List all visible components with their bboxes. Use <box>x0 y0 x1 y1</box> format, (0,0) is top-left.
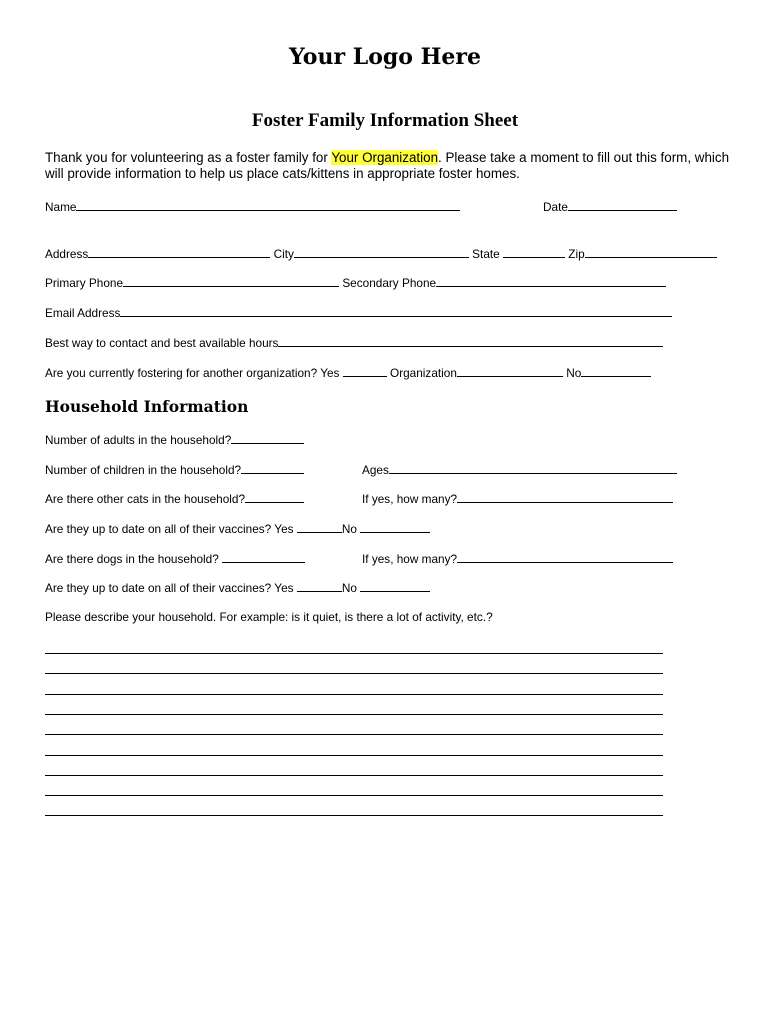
organization-highlight: Your Organization <box>331 150 439 165</box>
secondary-phone-label: Secondary Phone <box>342 276 437 290</box>
dogs-blank[interactable] <box>222 551 305 563</box>
dog-vaccines-row <box>45 580 430 595</box>
name-field <box>45 199 460 214</box>
description-line[interactable] <box>45 714 663 715</box>
cat-vaccines-row <box>45 521 430 536</box>
organization-blank[interactable] <box>457 365 563 377</box>
cat-vaccines-question: Are they up to date on all of their vaccines? Yes <box>45 522 294 536</box>
date-blank[interactable] <box>568 199 677 211</box>
children-row <box>45 462 304 477</box>
primary-phone-blank[interactable] <box>123 275 339 287</box>
description-line[interactable] <box>45 815 663 816</box>
state-blank[interactable] <box>503 246 565 258</box>
cats-how-many-label: If yes, how many? <box>362 492 458 506</box>
fostering-row <box>45 365 651 380</box>
description-line[interactable] <box>45 653 663 654</box>
zip-blank[interactable] <box>585 246 717 258</box>
primary-phone-label: Primary Phone <box>45 276 124 290</box>
address-blank[interactable] <box>88 246 270 258</box>
ages-label: Ages <box>362 463 389 477</box>
intro-text: Thank you for volunteering as a foster family for <box>45 150 332 165</box>
logo-placeholder: Your Logo Here <box>289 44 481 70</box>
date-field <box>543 199 677 214</box>
children-blank[interactable] <box>241 462 304 474</box>
other-cats-label: Are there other cats in the household? <box>45 492 246 506</box>
date-label: Date <box>543 200 568 214</box>
other-cats-blank[interactable] <box>245 491 304 503</box>
email-label: Email Address <box>45 306 121 320</box>
cats-how-many-field <box>362 491 673 506</box>
household-heading: Household Information <box>45 397 249 416</box>
cat-vaccines-no-blank[interactable] <box>360 521 430 533</box>
secondary-phone-blank[interactable] <box>436 275 666 287</box>
name-label: Name <box>45 200 77 214</box>
describe-prompt: Please describe your household. For example: is it quiet, is there a lot of activity, etc.? <box>45 610 493 624</box>
zip-label: Zip <box>568 247 585 261</box>
dog-vaccines-yes-blank[interactable] <box>297 580 342 592</box>
phone-row <box>45 275 666 290</box>
children-label: Number of children in the household? <box>45 463 242 477</box>
dogs-how-many-label: If yes, how many? <box>362 552 458 566</box>
adults-row <box>45 432 304 447</box>
dog-vaccines-no-label: No <box>341 581 357 595</box>
description-line[interactable] <box>45 734 663 735</box>
other-cats-row <box>45 491 304 506</box>
page-title: Foster Family Information Sheet <box>251 110 519 131</box>
description-line[interactable] <box>45 795 663 796</box>
dogs-how-many-blank[interactable] <box>457 551 673 563</box>
description-line[interactable] <box>45 775 663 776</box>
address-row <box>45 246 717 261</box>
fostering-yes-blank[interactable] <box>343 365 387 377</box>
city-label: City <box>273 247 294 261</box>
fostering-no-blank[interactable] <box>581 365 651 377</box>
fostering-question: Are you currently fostering for another organization? Yes <box>45 366 340 380</box>
dogs-label: Are there dogs in the household? <box>45 552 219 566</box>
ages-field <box>362 462 677 477</box>
state-label: State <box>472 247 500 261</box>
ages-blank[interactable] <box>389 462 677 474</box>
dogs-how-many-field <box>362 551 673 566</box>
fostering-no-label: No <box>566 366 582 380</box>
adults-blank[interactable] <box>231 432 304 444</box>
description-line[interactable] <box>45 673 663 674</box>
cat-vaccines-yes-blank[interactable] <box>297 521 342 533</box>
intro-text-continued: . Please take a moment to fill out this form, which will provide information to help us place cats/kittens in appropriate foster homes. <box>45 150 730 181</box>
cat-vaccines-no-label: No <box>341 522 357 536</box>
organization-label: Organization <box>390 366 457 380</box>
cats-how-many-blank[interactable] <box>457 491 673 503</box>
best-contact-label: Best way to contact and best available hours <box>45 336 279 350</box>
adults-label: Number of adults in the household? <box>45 433 232 447</box>
email-row <box>45 305 672 320</box>
intro-paragraph <box>45 150 745 182</box>
dogs-row <box>45 551 305 566</box>
dog-vaccines-question: Are they up to date on all of their vaccines? Yes <box>45 581 294 595</box>
email-blank[interactable] <box>120 305 672 317</box>
best-contact-blank[interactable] <box>278 335 663 347</box>
description-line[interactable] <box>45 755 663 756</box>
city-blank[interactable] <box>294 246 469 258</box>
best-contact-row <box>45 335 663 350</box>
name-blank[interactable] <box>76 199 460 211</box>
description-line[interactable] <box>45 694 663 695</box>
address-label: Address <box>45 247 89 261</box>
dog-vaccines-no-blank[interactable] <box>360 580 430 592</box>
